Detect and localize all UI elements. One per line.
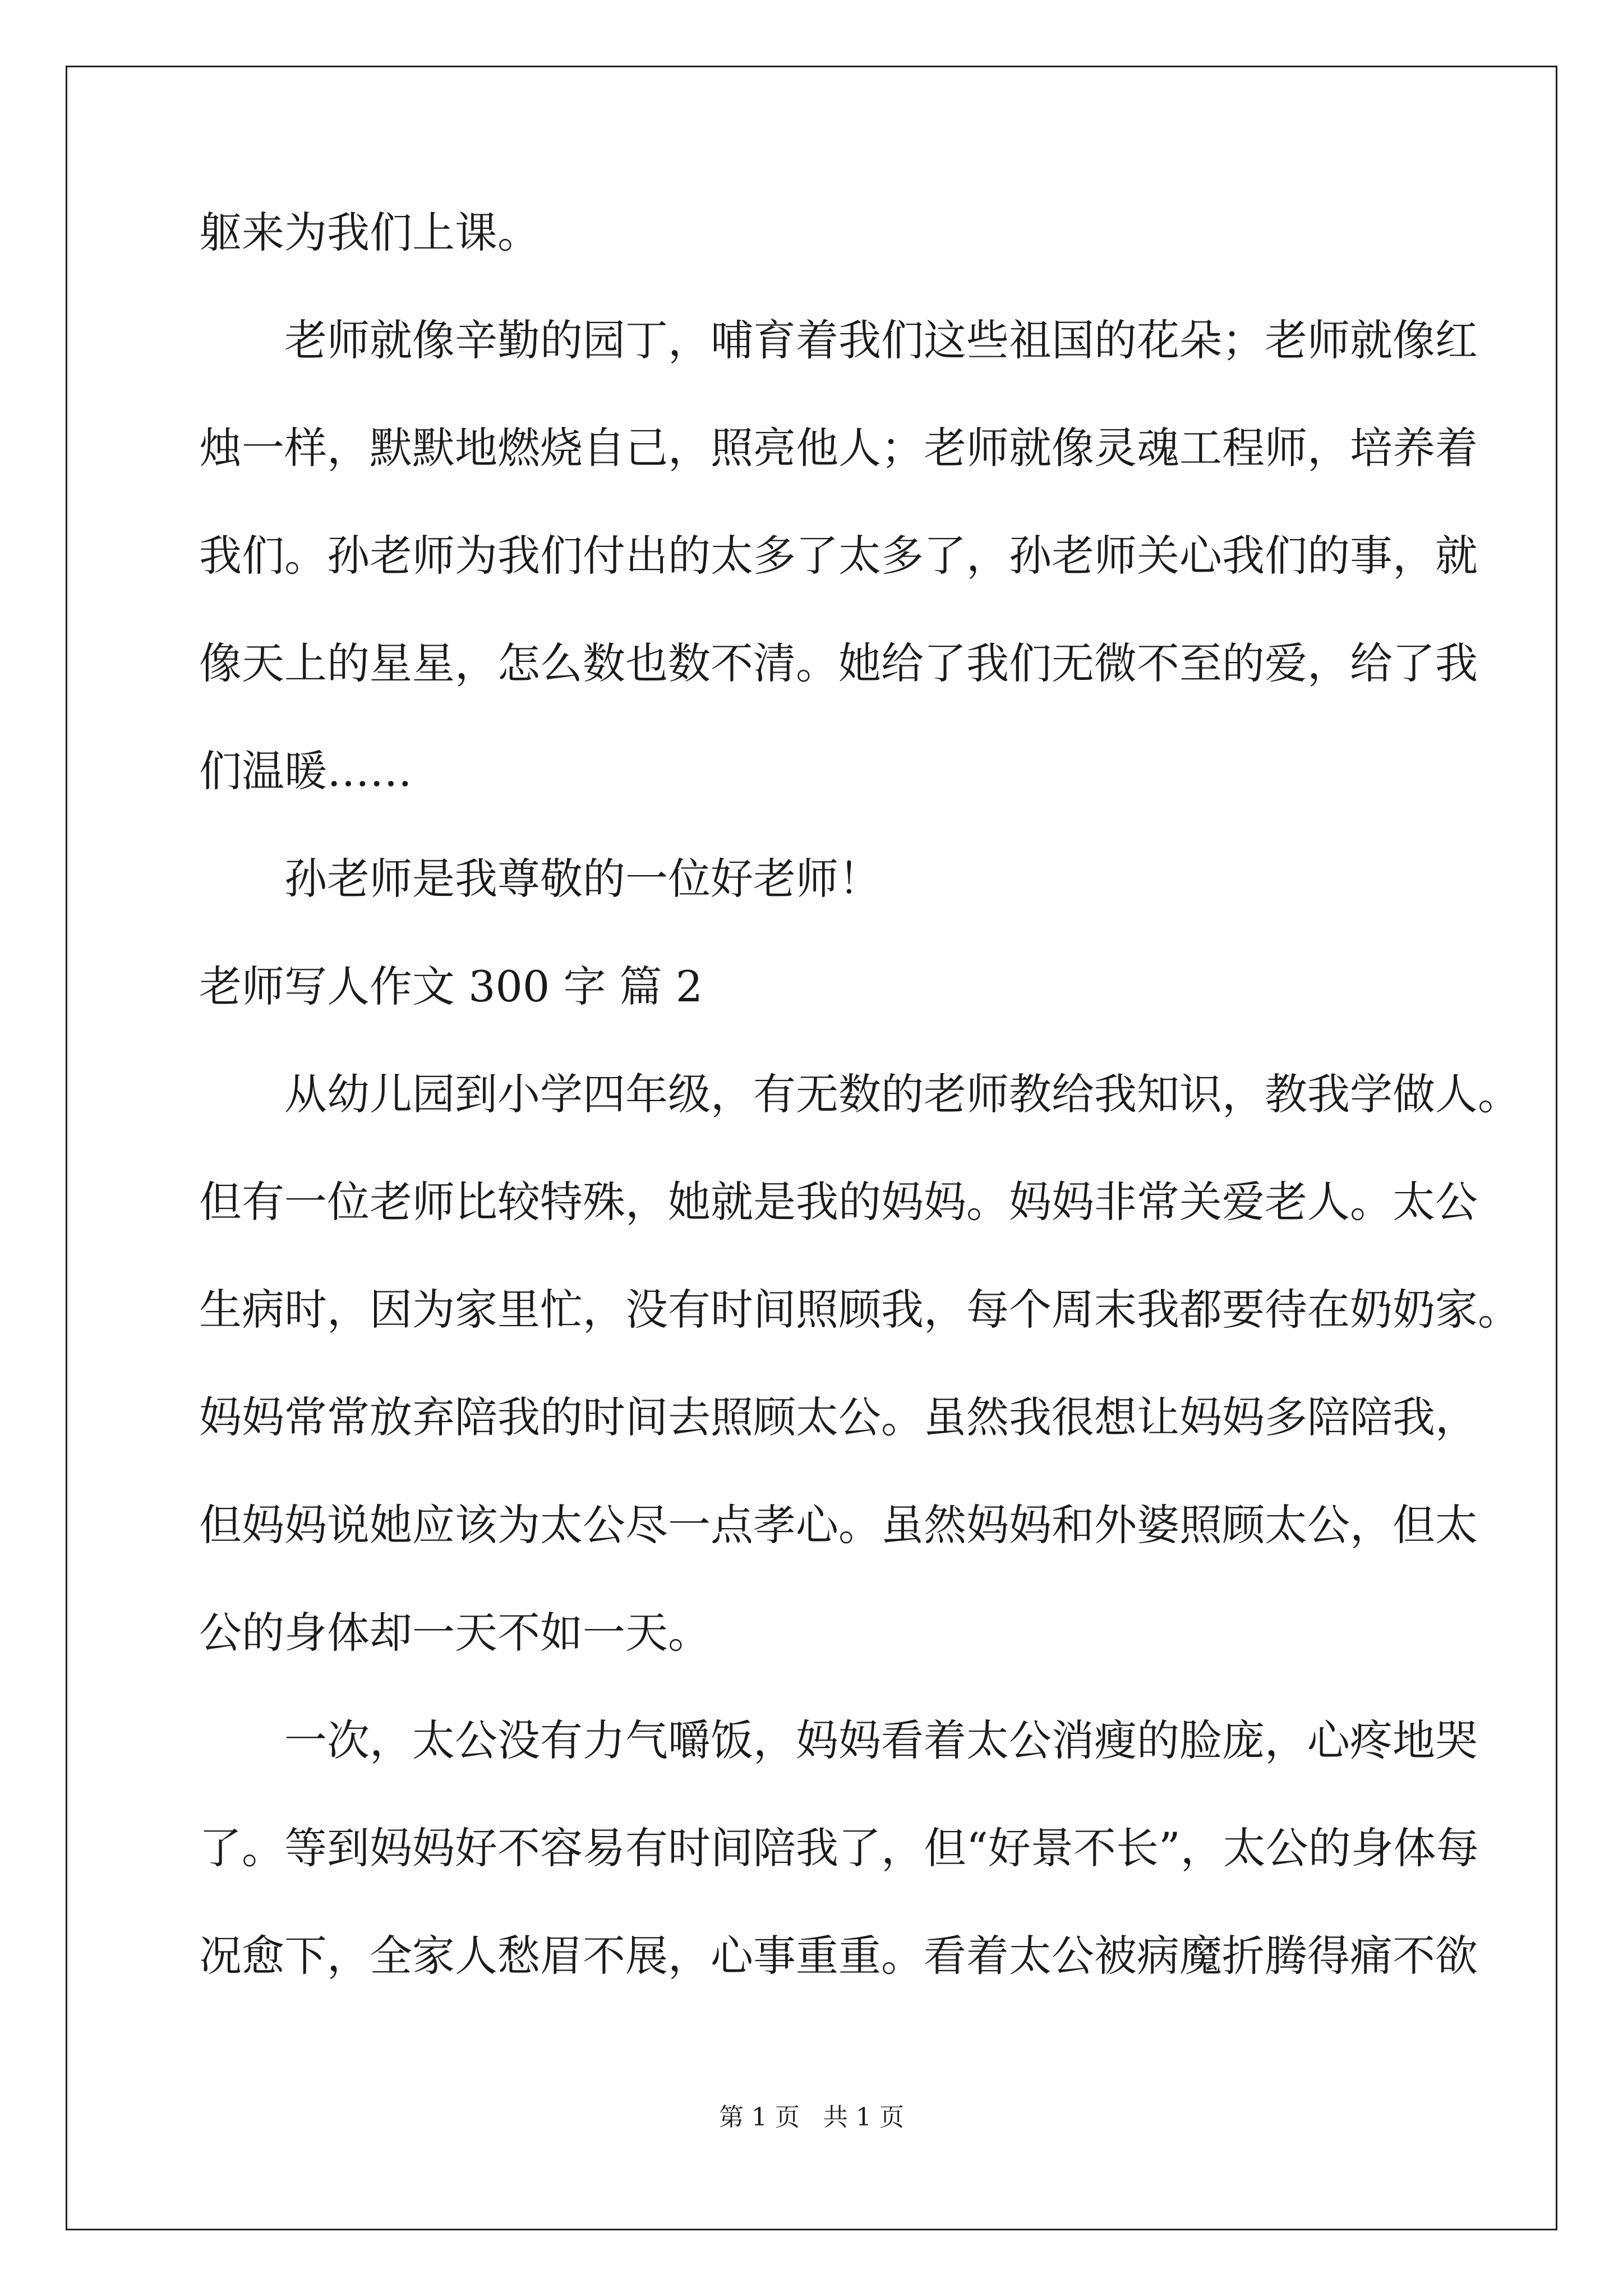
text-line: 了。等到妈妈好不容易有时间陪我了，但“好景不长”，太公的身体每 — [199, 1823, 1479, 1873]
text-line: 孙老师是我尊敬的一位好老师！ — [284, 854, 881, 904]
page-total: 共 1 页 — [823, 2103, 904, 2132]
text-line: 老师就像辛勤的园丁，哺育着我们这些祖国的花朵；老师就像红 — [284, 315, 1478, 365]
section-heading: 老师写人作文 300 字 篇 2 — [199, 961, 703, 1011]
page-number: 第 1 页 — [719, 2103, 800, 2132]
text-line: 生病时，因为家里忙，没有时间照顾我，每个周末我都要待在奶奶家。 — [199, 1285, 1520, 1335]
text-line: 从幼儿园到小学四年级，有无数的老师教给我知识，教我学做人。 — [284, 1069, 1520, 1119]
text-line: 但妈妈说她应该为太公尽一点孝心。虽然妈妈和外婆照顾太公，但太 — [199, 1500, 1478, 1550]
text-line: 公的身体却一天不如一天。 — [199, 1608, 711, 1658]
text-line: 但有一位老师比较特殊，她就是我的妈妈。妈妈非常关爱老人。太公 — [199, 1177, 1478, 1227]
text-line: 烛一样，默默地燃烧自己，照亮他人；老师就像灵魂工程师，培养着 — [199, 423, 1478, 473]
text-line: 我们。孙老师为我们付出的太多了太多了，孙老师关心我们的事，就 — [199, 531, 1478, 581]
text-line: 一次，太公没有力气嚼饭，妈妈看着太公消瘦的脸庞，心疼地哭 — [284, 1715, 1478, 1765]
text-line: 况愈下，全家人愁眉不展，心事重重。看着太公被病魔折腾得痛不欲 — [199, 1931, 1478, 1981]
page-footer — [0, 2101, 1623, 2134]
text-line: 躯来为我们上课。 — [199, 208, 540, 257]
page-border — [66, 66, 1557, 2230]
text-line: 妈妈常常放弃陪我的时间去照顾太公。虽然我很想让妈妈多陪陪我， — [199, 1392, 1478, 1442]
text-line: 像天上的星星，怎么数也数不清。她给了我们无微不至的爱，给了我 — [199, 638, 1478, 688]
text-line: 们温暖…… — [199, 746, 412, 796]
